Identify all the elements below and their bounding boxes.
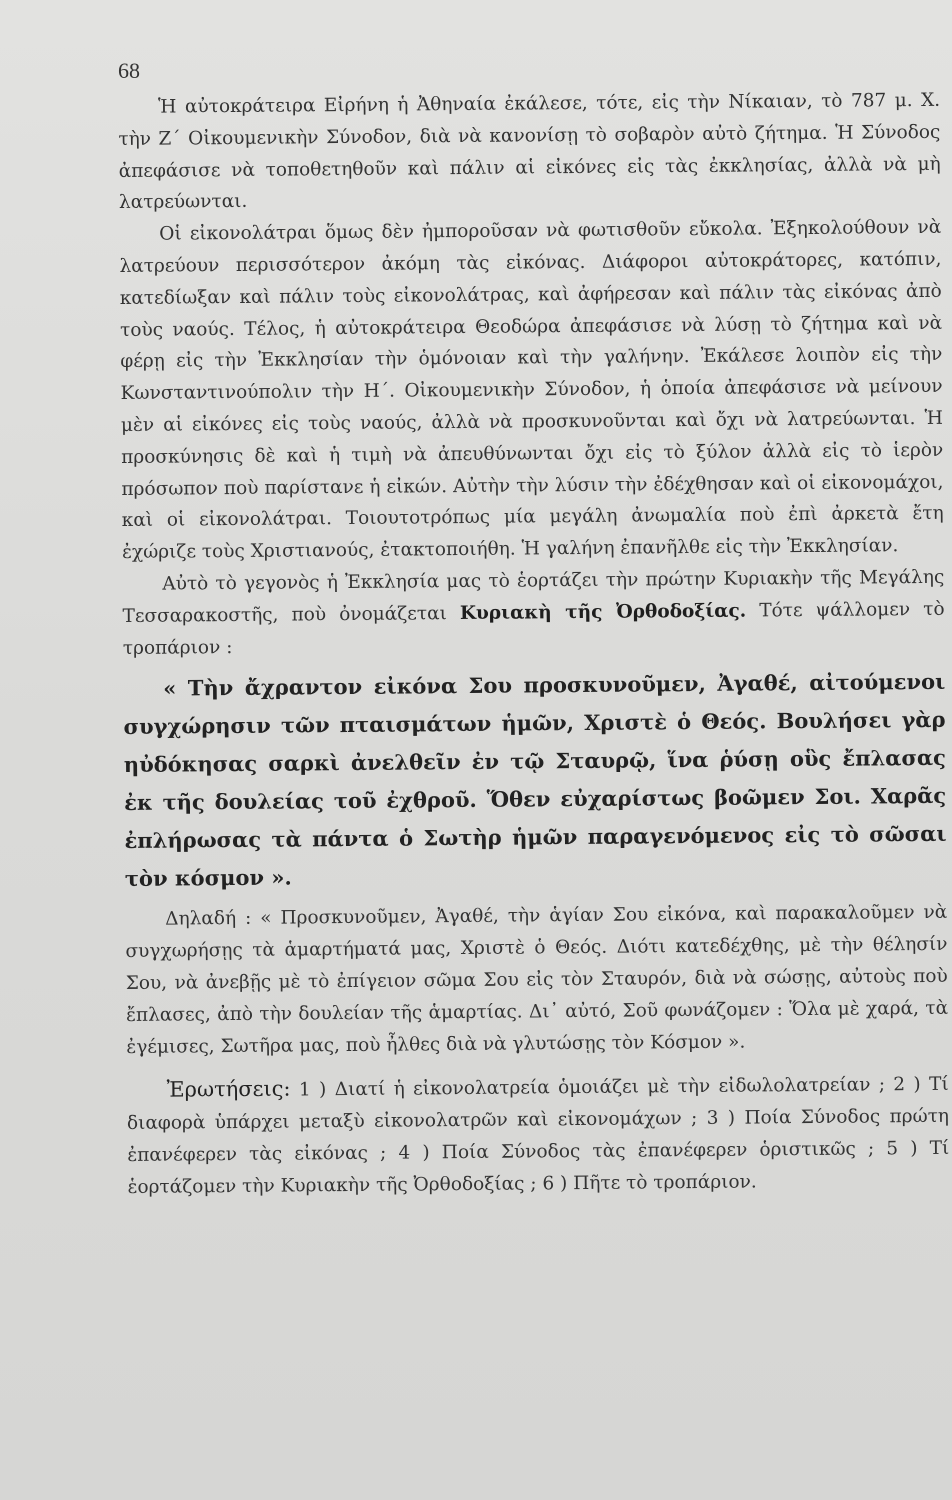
paragraph-orthodoxy-text: Αὐτὸ τὸ γεγονὸς ἡ Ἐκκλησία μας τὸ ἑορτάζει τὴν πρώτην Κυριακὴν τῆς Μεγάλης Τεσσαρακοστῆς, ποὺ ὀνομάζεται	[122, 566, 945, 627]
paragraph-orthodoxy-end: Τότε ψάλλομεν τὸ τροπάριον :	[122, 598, 945, 659]
questions-section	[127, 1068, 950, 1203]
page-body	[118, 85, 950, 1204]
orthodoxy-sunday-title: Κυριακὴ τῆς Ὀρθοδοξίας.	[459, 600, 747, 624]
questions-label: Ἐρωτήσεις:	[166, 1076, 291, 1102]
paragraph-iconolaters: Οἱ εἰκονολάτραι ὅμως δὲν ἠμποροῦσαν νὰ φωτισθοῦν εὔκολα. Ἐξηκολούθουν νὰ λατρεύουν περισσότερον ἀκόμη τὰς εἰκόνας. Διάφοροι αὐτοκράτορες, κατόπιν, κατεδίωξαν καὶ πάλιν τοὺς εἰκονολάτρας, καὶ ἀφήρεσαν καὶ πάλιν τὰς εἰκόνας ἀπὸ τοὺς ναούς. Τέλος, ἡ αὐτοκράτειρα Θεοδώρα ἀπεφάσισε νὰ λύσῃ τὸ ζήτημα καὶ νὰ φέρῃ εἰς τὴν Ἐκκλησίαν τὴν ὁμόνοιαν καὶ τὴν γαλήνην. Ἐκάλεσε λοιπὸν εἰς τὴν Κωνσταντινούπολιν τὴν Η΄. Οἰκουμενικὴν Σύνοδον, ἡ ὁποία ἀπεφάσισε νὰ μείνουν μὲν αἱ εἰκόνες εἰς τοὺς ναούς, ἀλλὰ νὰ προσκυνοῦνται καὶ ὄχι νὰ λατρεύωνται. Ἡ προσκύνησις δὲ καὶ ἡ τιμὴ νὰ ἀπευθύνωνται ὄχι εἰς τὸ ξύλον ἀλλὰ εἰς τὸ ἱερὸν πρόσωπον ποὺ παρίστανε ἡ εἰκών. Αὐτὴν τὴν λύσιν τὴν ἐδέχθησαν καὶ οἱ εἰκονομάχοι, καὶ οἱ εἰκονολάτραι. Τοιουτοτρόπως μία μεγάλη ἀνωμαλία ποὺ ἐπὶ ἀρκετὰ ἔτη ἐχώριζε τοὺς Χριστιανούς, ἐτακτοποιήθη. Ἡ γαλήνη ἐπανῆλθε εἰς τὴν Ἐκκλησίαν.	[119, 217, 944, 564]
paragraph-translation: Δηλαδή : « Προσκυνοῦμεν, Ἀγαθέ, τὴν ἁγίαν Σου εἰκόνα, καὶ παρακαλοῦμεν νὰ συγχωρήσῃς τὰ ἁμαρτήματά μας, Χριστὲ ὁ Θεός. Διότι κατεδέχθης, μὲ τὴν θέλησίν Σου, νὰ ἀνεβῇς μὲ τὸ ἐπίγειον σῶμα Σου εἰς τὸν Σταυρόν, διὰ νὰ σώσῃς, αὐτοὺς ποὺ ἔπλασες, ἀπὸ τὴν δουλείαν τῆς ἁμαρτίας. Δι᾽ αὐτό, Σοῦ φωνάζομεν : Ὅλα μὲ χαρά, τὰ ἐγέμισες, Σωτῆρα μας, ποὺ ἦλθες διὰ νὰ γλυτώσῃς τὸν Κόσμον ».	[125, 902, 949, 1058]
paragraph-irene-council: Ἡ αὐτοκράτειρα Εἰρήνη ἡ Ἀθηναία ἐκάλεσε, τότε, εἰς τὴν Νίκαιαν, τὸ 787 μ. Χ. τὴν Ζ΄ Οἰκουμενικὴν Σύνοδον, διὰ νὰ κανονίσῃ τὸ σοβαρὸν αὐτὸ ζήτημα. Ἡ Σύνοδος ἀπεφάσισε νὰ τοποθετηθοῦν καὶ πάλιν αἱ εἰκόνες εἰς τὰς ἐκκλησίας, ἀλλὰ νὰ μὴ λατρεύωνται.	[118, 89, 941, 214]
page-number: 68	[118, 58, 140, 83]
troparion-hymn: « Τὴν ἄχραντον εἰκόνα Σου προσκυνοῦμεν, Ἀγαθέ, αἰτούμενοι συγχώρησιν τῶν πταισμάτων ἡμῶν, Χριστὲ ὁ Θεός. Βουλήσει γὰρ ηὐδόκησας σαρκὶ ἀνελθεῖν ἐν τῷ Σταυρῷ, ἵνα ῥύσῃ οὓς ἔπλασας ἐκ τῆς δουλείας τοῦ ἐχθροῦ. Ὅθεν εὐχαρίστως βοῶμεν Σοι. Χαρᾶς ἐπλήρωσας τὰ πάντα ὁ Σωτὴρ ἡμῶν παραγενόμενος εἰς τὸ σῶσαι τὸν κόσμον ».	[123, 669, 947, 892]
questions-text: 1 ) Διατί ἡ εἰκονολατρεία ὁμοιάζει μὲ τὴν εἰδωλολατρείαν ; 2 ) Τί διαφορὰ ὑπάρχει μεταξὺ εἰκονολατρῶν καὶ εἰκονομάχων ; 3 ) Ποία Σύνοδος πρώτη ἐπανέφερεν τὰς εἰκόνας ; 4 ) Ποία Σύνοδος τὰς ἐπανέφερεν ὁριστικῶς ; 5 ) Τί ἑορτάζομεν τὴν Κυριακὴν τῆς Ὀρθοδοξίας ; 6 ) Πῆτε τὸ τροπάριον.	[126, 1074, 950, 1198]
paragraph-orthodoxy-sunday	[122, 562, 945, 665]
